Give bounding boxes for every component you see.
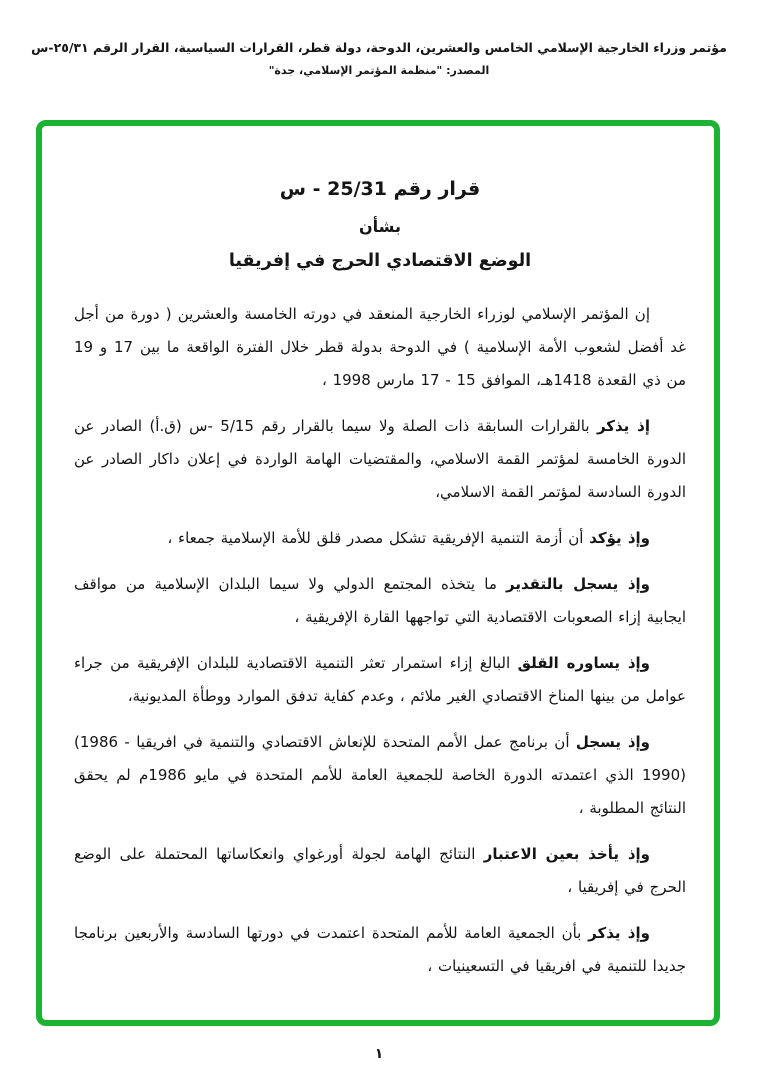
- paragraph-lead: وإذ يسجل: [575, 733, 650, 751]
- paragraph-lead: وإذ يأخذ بعين الاعتبار: [483, 845, 650, 863]
- paragraph-text: النتائج الهامة لجولة أورغواي وانعكاساتها المحتملة على الوضع الحرج في إفريقيا ،: [74, 845, 686, 896]
- paragraph-lead: وإذ يذكر: [588, 924, 650, 942]
- recalling-paragraph: [74, 410, 686, 509]
- paragraph-text: البالغ إزاء استمرار تعثر التنمية الاقتصادية للبلدان الإفريقية من جراء عوامل من بينها المناخ الاقتصادي الغير ملائم ، وعدم كفاية تدفق الموارد ووطأة المديونية،: [74, 654, 686, 705]
- paragraph-text: أن برنامج عمل الأمم المتحدة للإنعاش الاقتصادي والتنمية في افريقيا ‪(1986 - 1990)‬ الذي اعتمدته الدورة الخاصة للجمعية العامة للأمم المتحدة في مايو 1986م لم يحقق النتائج المطلوبة ،: [74, 733, 686, 817]
- paragraph-lead: وإذ يؤكد: [589, 529, 650, 547]
- un-programme-paragraph: [74, 726, 686, 825]
- resolution-number-title: قرار رقم 25/31 - س: [279, 178, 481, 200]
- header-citation-line: مؤتمر وزراء الخارجية الإسلامي الخامس والعشرين، الدوحة، دولة قطر، القرارات السياسية، القرار الرقم ٢٥/٣١-س: [31, 40, 727, 55]
- noting-appreciation-paragraph: [74, 568, 686, 634]
- paragraph-lead: إذ يذكر: [596, 417, 650, 435]
- document-content: [42, 126, 714, 1020]
- header-source-line: المصدر: "منظمة المؤتمر الإسلامي، جدة": [268, 64, 490, 77]
- general-assembly-paragraph: [74, 917, 686, 983]
- preamble-paragraph: [74, 298, 686, 397]
- paragraph-text: بأن الجمعية العامة للأمم المتحدة اعتمدت في دورتها السادسة والأربعين برنامجا جديدا للتنمية في افريقيا في التسعينيات ،: [74, 924, 686, 975]
- paragraph-text: إن المؤتمر الإسلامي لوزراء الخارجية المنعقد في دورته الخامسة والعشرين ( دورة من أجل غد أفضل لشعوب الأمة الإسلامية ) في الدوحة بدولة قطر خلال الفترة الواقعة ما بين 17 و 19 من ذي القعدة 1418هـ، الموافق 15 - 17 مارس 1998 ،: [74, 305, 687, 389]
- document-source-header: [0, 40, 758, 77]
- paragraph-lead: وإذ يسجل بالتقدير: [506, 575, 650, 593]
- resolution-subject-title: الوضع الاقتصادي الحرج في إفريقيا: [228, 251, 532, 271]
- affirming-paragraph: [74, 522, 686, 555]
- uruguay-round-paragraph: [74, 838, 686, 904]
- page-number: ١: [374, 1046, 384, 1062]
- title-block: [74, 178, 686, 271]
- concern-paragraph: [74, 647, 686, 713]
- paragraph-text: ما يتخذه المجتمع الدولي ولا سيما البلدان الإسلامية من مواقف ايجابية إزاء الصعوبات الاقتصادية التي تواجهها القارة الإفريقية ،: [74, 575, 686, 626]
- paragraph-text: أن أزمة التنمية الإفريقية تشكل مصدر قلق للأمة الإسلامية جمعاء ،: [167, 529, 590, 547]
- paragraph-text: بالقرارات السابقة ذات الصلة ولا سيما بالقرار رقم 5/15 -س (ق.أ) الصادر عن الدورة الخامسة لمؤتمر القمة الاسلامي، والمقتضيات الهامة الواردة في إعلان داكار الصادر عن الدورة السادسة لمؤتمر القمة الاسلامي،: [74, 417, 686, 501]
- regarding-label: بشأن: [359, 217, 401, 236]
- paragraph-lead: وإذ يساوره القلق: [517, 654, 650, 672]
